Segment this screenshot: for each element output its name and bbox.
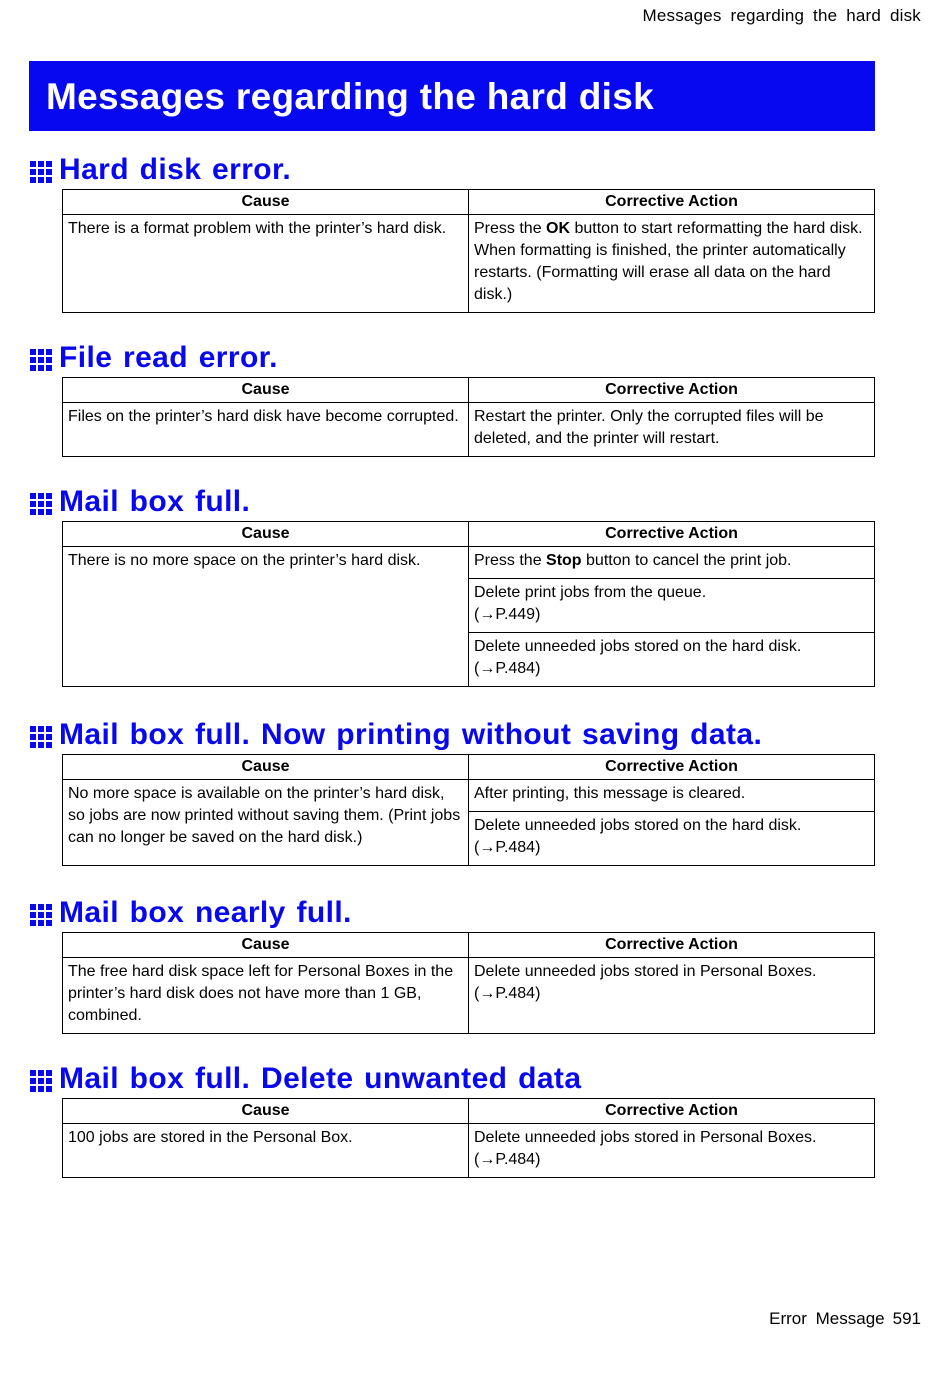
action-text: Delete unneeded jobs stored on the hard disk. (474, 638, 802, 655)
cause-column-header: Cause (63, 755, 469, 780)
page-reference: (→P.484) (474, 839, 541, 856)
cause-cell: 100 jobs are stored in the Personal Box. (63, 1124, 469, 1178)
table-header-row (63, 190, 875, 215)
action-text: After printing, this message is cleared. (474, 785, 746, 802)
message-section (29, 1060, 875, 1178)
cause-action-table (62, 521, 875, 687)
page-title-banner: Messages regarding the hard disk (29, 61, 875, 131)
action-cell (469, 547, 875, 579)
action-column-header: Corrective Action (469, 378, 875, 403)
action-text-cont: button to start reformatting the hard disk. When formatting is finished, the printer automatically restarts. (Formatting will erase all data on the hard disk.) (474, 220, 863, 303)
action-cell (469, 1124, 875, 1178)
action-text: Delete unneeded jobs stored in Personal Boxes. (474, 1129, 817, 1146)
message-section (29, 339, 875, 457)
action-cell (469, 579, 875, 633)
table-row (63, 958, 875, 1034)
cause-cell: There is no more space on the printer’s hard disk. (63, 547, 469, 687)
action-text: Delete unneeded jobs stored in Personal Boxes. (474, 963, 817, 980)
section-title: Hard disk error. (59, 153, 292, 186)
action-cell (469, 403, 875, 457)
action-column-header: Corrective Action (469, 190, 875, 215)
table-row (63, 780, 875, 812)
action-cell (469, 215, 875, 313)
section-heading (29, 1060, 875, 1098)
action-text: Delete print jobs from the queue. (474, 584, 707, 601)
table-header-row (63, 1099, 875, 1124)
action-text-cont: button to cancel the print job. (581, 552, 792, 569)
table-header-row (63, 522, 875, 547)
action-cell (469, 958, 875, 1034)
table-header-row (63, 755, 875, 780)
running-head: Messages regarding the hard disk (642, 6, 921, 25)
page-number: 591 (892, 1309, 921, 1328)
table-row (63, 403, 875, 457)
message-section (29, 151, 875, 313)
page-reference: (→P.484) (474, 660, 541, 677)
section-heading (29, 894, 875, 932)
button-name: OK (546, 220, 571, 237)
action-text: Press the (474, 552, 547, 569)
section-title: Mail box nearly full. (59, 896, 352, 929)
cause-action-table (62, 932, 875, 1034)
section-heading (29, 339, 875, 377)
action-text: Restart the printer. Only the corrupted files will be deleted, and the printer will restart. (474, 408, 824, 447)
action-column-header: Corrective Action (469, 933, 875, 958)
page-reference: (→P.449) (474, 606, 541, 623)
action-cell (469, 780, 875, 812)
grid-icon (29, 346, 53, 370)
action-text: Delete unneeded jobs stored on the hard disk. (474, 817, 802, 834)
table-row (63, 547, 875, 579)
table-header-row (63, 378, 875, 403)
message-section (29, 483, 875, 687)
section-heading (29, 716, 875, 754)
cause-action-table (62, 189, 875, 313)
cause-cell: No more space is available on the printer’s hard disk, so jobs are now printed without saving them. (Print jobs can no longer be saved on the hard disk.) (63, 780, 469, 866)
action-cell (469, 633, 875, 687)
cause-column-header: Cause (63, 378, 469, 403)
action-column-header: Corrective Action (469, 1099, 875, 1124)
message-section (29, 894, 875, 1034)
action-text: Press the (474, 220, 547, 237)
page-reference: (→P.484) (474, 985, 541, 1002)
action-column-header: Corrective Action (469, 755, 875, 780)
page-footer (769, 1309, 921, 1329)
section-heading (29, 151, 875, 189)
page-reference: (→P.484) (474, 1151, 541, 1168)
cause-column-header: Cause (63, 522, 469, 547)
cause-cell: There is a format problem with the printer’s hard disk. (63, 215, 469, 313)
action-cell (469, 812, 875, 866)
action-column-header: Corrective Action (469, 522, 875, 547)
table-row (63, 1124, 875, 1178)
section-title: File read error. (59, 341, 278, 374)
cause-column-header: Cause (63, 190, 469, 215)
cause-action-table (62, 754, 875, 866)
table-header-row (63, 933, 875, 958)
section-title: Mail box full. Now printing without saving data. (59, 718, 763, 751)
table-row (63, 215, 875, 313)
grid-icon (29, 723, 53, 747)
section-title: Mail box full. (59, 485, 251, 518)
section-heading (29, 483, 875, 521)
cause-action-table (62, 1098, 875, 1178)
cause-column-header: Cause (63, 933, 469, 958)
grid-icon (29, 158, 53, 182)
cause-cell: The free hard disk space left for Personal Boxes in the printer’s hard disk does not have more than 1 GB, combined. (63, 958, 469, 1034)
section-title: Mail box full. Delete unwanted data (59, 1062, 582, 1095)
grid-icon (29, 1067, 53, 1091)
cause-cell: Files on the printer’s hard disk have become corrupted. (63, 403, 469, 457)
grid-icon (29, 490, 53, 514)
cause-column-header: Cause (63, 1099, 469, 1124)
grid-icon (29, 901, 53, 925)
footer-chapter: Error Message (769, 1309, 885, 1328)
button-name: Stop (546, 552, 582, 569)
cause-action-table (62, 377, 875, 457)
message-section (29, 716, 875, 866)
